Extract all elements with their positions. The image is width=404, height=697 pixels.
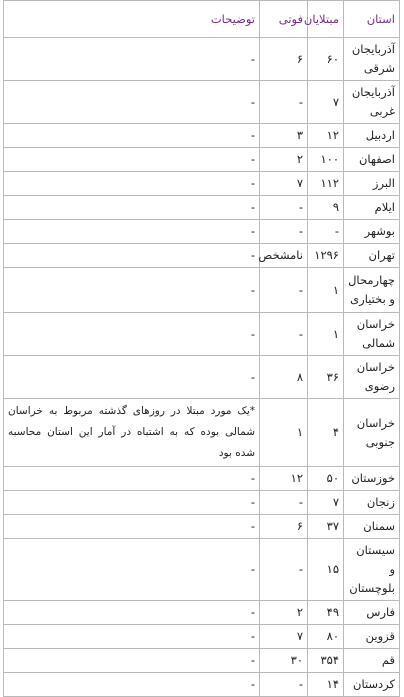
cell-deaths: ۳	[260, 124, 308, 148]
cell-notes: -	[4, 491, 260, 515]
table-row	[4, 673, 400, 697]
cell-deaths: ۱۲	[260, 467, 308, 491]
cell-province: البرز	[344, 172, 400, 196]
table-header-row	[4, 1, 400, 38]
cell-notes: -	[4, 81, 260, 124]
header-notes: توضیحات	[4, 1, 260, 38]
table-row	[4, 601, 400, 625]
table-row	[4, 467, 400, 491]
cell-province: چهارمحال و بختیاری	[344, 268, 400, 313]
table-row	[4, 81, 400, 124]
cell-deaths: -	[260, 81, 308, 124]
cell-infected: ۸۰	[308, 625, 344, 649]
cell-deaths: ۸	[260, 356, 308, 399]
cell-province: فارس	[344, 601, 400, 625]
cell-province: قم	[344, 649, 400, 673]
cell-deaths: ۲	[260, 601, 308, 625]
table-row	[4, 38, 400, 81]
table-row	[4, 220, 400, 244]
cell-infected: ۵۰	[308, 467, 344, 491]
province-statistics-table	[3, 0, 400, 697]
cell-province: اصفهان	[344, 148, 400, 172]
cell-infected: -	[308, 220, 344, 244]
cell-infected: ۶۰	[308, 38, 344, 81]
cell-notes: -	[4, 467, 260, 491]
cell-infected: ۱۱۲	[308, 172, 344, 196]
cell-deaths: ۳۰	[260, 649, 308, 673]
cell-infected: ۴۹	[308, 601, 344, 625]
cell-notes: -	[4, 172, 260, 196]
cell-notes: -	[4, 539, 260, 601]
cell-notes: -	[4, 515, 260, 539]
cell-infected: ۹	[308, 196, 344, 220]
cell-notes: -	[4, 148, 260, 172]
table-row	[4, 491, 400, 515]
table-row	[4, 356, 400, 399]
table-row	[4, 649, 400, 673]
cell-deaths: ۷	[260, 172, 308, 196]
cell-province: خراسان رضوی	[344, 356, 400, 399]
cell-deaths: ۶	[260, 38, 308, 81]
table-row	[4, 625, 400, 649]
cell-infected: ۱	[308, 268, 344, 313]
cell-province: قزوین	[344, 625, 400, 649]
cell-infected: ۱۲۹۶	[308, 244, 344, 268]
cell-deaths: -	[260, 220, 308, 244]
table-body	[4, 38, 400, 697]
cell-notes: -	[4, 124, 260, 148]
cell-infected: ۳۶	[308, 356, 344, 399]
cell-notes: *یک مورد مبتلا در روزهای گذشته مربوط به خراسان شمالی بوده که به اشتباه در آمار این استان محاسبه شده بود	[4, 399, 260, 467]
table-row	[4, 172, 400, 196]
cell-province: کردستان	[344, 673, 400, 697]
cell-infected: ۱۰۰	[308, 148, 344, 172]
cell-province: تهران	[344, 244, 400, 268]
cell-infected: ۱	[308, 313, 344, 356]
statistics-table-container	[4, 0, 400, 697]
cell-notes: -	[4, 38, 260, 81]
cell-deaths: ۷	[260, 625, 308, 649]
cell-notes: -	[4, 601, 260, 625]
cell-infected: ۴	[308, 399, 344, 467]
cell-province: آذربایجان شرقی	[344, 38, 400, 81]
cell-deaths: نامشخص	[260, 244, 308, 268]
table-row	[4, 313, 400, 356]
table-row	[4, 124, 400, 148]
cell-deaths: -	[260, 539, 308, 601]
cell-province: آذربایجان غربی	[344, 81, 400, 124]
cell-notes: -	[4, 196, 260, 220]
cell-notes: -	[4, 649, 260, 673]
cell-deaths: ۱	[260, 399, 308, 467]
table-row	[4, 244, 400, 268]
cell-deaths: ۲	[260, 148, 308, 172]
cell-notes: -	[4, 268, 260, 313]
cell-deaths: ۶	[260, 515, 308, 539]
cell-notes: -	[4, 244, 260, 268]
header-deaths: فوتی	[260, 1, 308, 38]
table-row	[4, 539, 400, 601]
cell-infected: ۷	[308, 81, 344, 124]
cell-province: سمنان	[344, 515, 400, 539]
cell-province: ایلام	[344, 196, 400, 220]
table-row	[4, 268, 400, 313]
cell-deaths: -	[260, 268, 308, 313]
cell-notes: -	[4, 220, 260, 244]
cell-infected: ۳۵۴	[308, 649, 344, 673]
cell-infected: ۱۴	[308, 673, 344, 697]
cell-province: خراسان جنوبی	[344, 399, 400, 467]
cell-notes: -	[4, 625, 260, 649]
cell-province: سیستان و بلوچستان	[344, 539, 400, 601]
cell-province: زنجان	[344, 491, 400, 515]
cell-deaths: -	[260, 673, 308, 697]
cell-deaths: -	[260, 491, 308, 515]
table-row	[4, 399, 400, 467]
table-row	[4, 515, 400, 539]
cell-deaths: -	[260, 196, 308, 220]
cell-infected: ۷	[308, 491, 344, 515]
cell-province: خراسان شمالی	[344, 313, 400, 356]
table-row	[4, 196, 400, 220]
cell-infected: ۱۵	[308, 539, 344, 601]
cell-infected: ۱۲	[308, 124, 344, 148]
cell-province: اردبیل	[344, 124, 400, 148]
cell-infected: ۳۷	[308, 515, 344, 539]
cell-deaths: -	[260, 313, 308, 356]
cell-notes: -	[4, 313, 260, 356]
table-row	[4, 148, 400, 172]
cell-notes: -	[4, 673, 260, 697]
cell-notes: -	[4, 356, 260, 399]
cell-province: بوشهر	[344, 220, 400, 244]
cell-province: خوزستان	[344, 467, 400, 491]
header-province: استان	[344, 1, 400, 38]
header-infected: مبتلایان	[308, 1, 344, 38]
